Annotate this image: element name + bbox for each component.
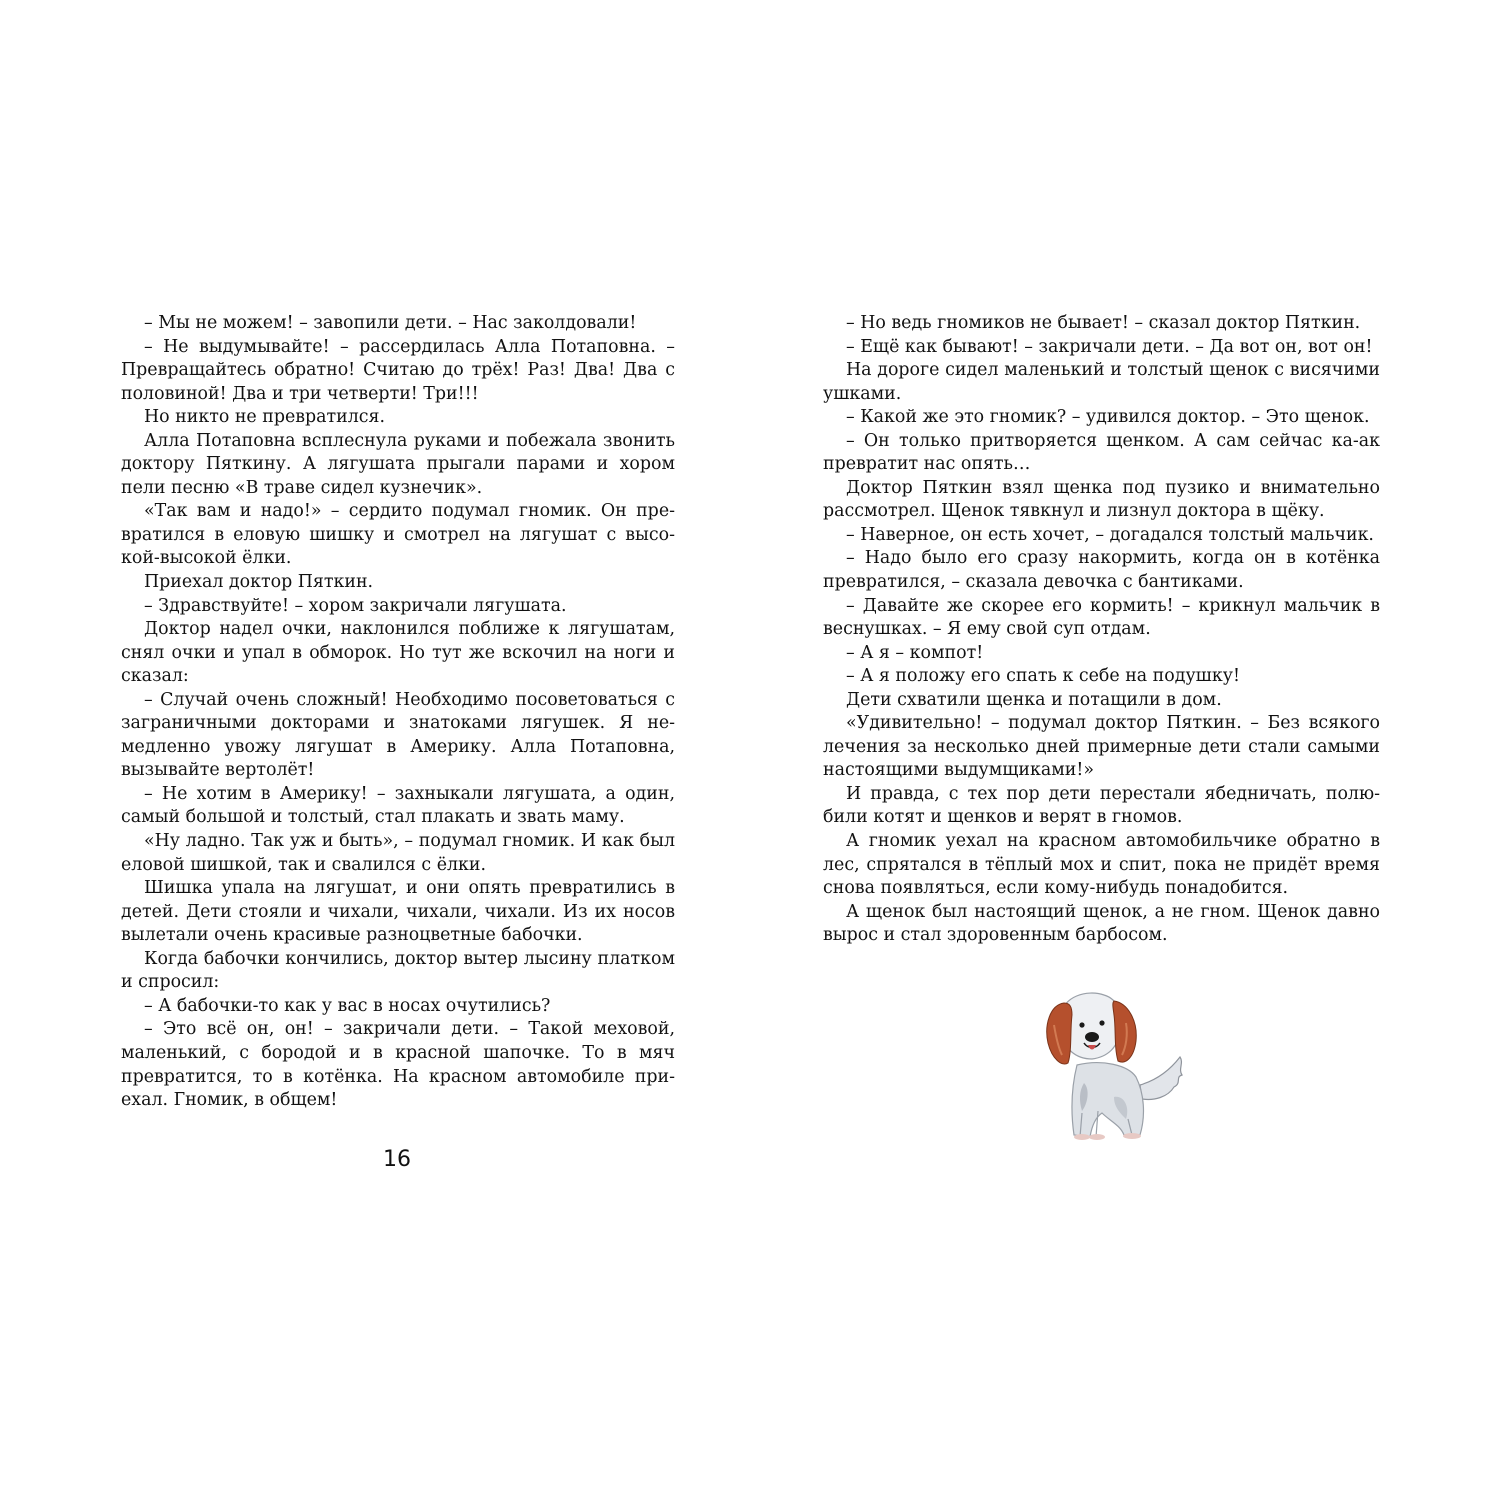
right-text-column [823, 312, 1380, 948]
paragraph: «Удивительно! – подумал доктор Пяткин. – Без всякого лечения за несколько дней примерные дети стали самыми настоящими выдумщиками!» [823, 713, 1380, 781]
paragraph: – Он только притворяется щенком. А сам сейчас ка-ак превратит нас опять… [823, 430, 1380, 475]
paragraph: «Ну ладно. Так уж и быть», – подумал гномик. И как был еловой шишкой, так и свалился с ёлки. [121, 831, 675, 875]
right-page [750, 0, 1500, 1500]
paragraph: – Мы не можем! – завопили дети. – Нас заколдовали! [144, 313, 637, 333]
paragraph: – Надо было его сразу накормить, когда он в котёнка превратился, – сказала девочка с бантиками. [823, 548, 1380, 593]
paragraph: А гномик уехал на красном автомобильчике обратно в лес, спрятался в тёплый мох и спит, пока не придёт время снова появляться, если кому-нибудь понадобится. [823, 831, 1380, 899]
paragraph: Алла Потаповна всплеснула руками и побежала звонить доктору Пяткину. А лягушата прыгали парами и хором пели песню «В траве сидел кузнечик». [121, 430, 675, 498]
paragraph: – Но ведь гномиков не бывает! – сказал доктор Пяткин. [846, 313, 1361, 333]
puppy-illustration [1032, 985, 1202, 1150]
paragraph: – Наверное, он есть хочет, – догадался толстый мальчик. [846, 524, 1374, 545]
paragraph: – Не выдумывайте! – рассердилась Алла Потаповна. – Превращайтесь обратно! Считаю до трёх! Раз! Два! Два с половиной! Два и три четверти! Три!!! [121, 336, 675, 404]
paragraph: – А бабочки-то как у вас в носах очутились? [144, 995, 551, 1016]
paragraph: «Так вам и надо!» – сердито подумал гномик. Он превратился в еловую шишку и смотрел на лягушат с высокой-высокой ёлки. [121, 501, 675, 569]
paragraph: – Это всё он, он! – закричали дети. – Такой меховой, маленький, с бородой и в красной шапочке. То в мяч превратится, то в котёнка. На красном автомобиле приехал. Гномик, в общем! [121, 1019, 675, 1111]
paragraph: Дети схватили щенка и потащили в дом. [846, 689, 1222, 710]
left-text-column [121, 312, 675, 1113]
paragraph: Когда бабочки кончились, доктор вытер лысину платком и спросил: [121, 948, 675, 993]
paragraph: – Давайте же скорее его кормить! – крикнул мальчик в веснушках. – Я ему свой суп отдам. [823, 595, 1380, 640]
paragraph: Но никто не превратился. [144, 407, 386, 428]
paragraph: Доктор надел очки, наклонился поближе к лягушатам, снял очки и упал в обморок. Но тут же вскочил на ноги и сказал: [121, 619, 675, 687]
paragraph: И правда, с тех пор дети перестали ябедничать, полюбили котят и щенков и верят в гномов. [823, 783, 1380, 828]
paragraph: – Не хотим в Америку! – захныкали лягушата, а один, самый большой и толстый, стал плакать и звать маму. [121, 783, 675, 828]
paragraph: – А я – компот! [846, 642, 984, 663]
paragraph: А щенок был настоящий щенок, а не гном. Щенок давно вырос и стал здоровенным барбосом. [823, 901, 1380, 946]
paragraph: – Ещё как бывают! – закричали дети. – Да вот он, вот он! [846, 336, 1373, 357]
paragraph: Приехал доктор Пяткин. [144, 572, 374, 593]
paragraph: – А я положу его спать к себе на подушку! [846, 666, 1240, 687]
paragraph: Шишка упала на лягушат, и они опять превратились в детей. Дети стояли и чихали, чихали, чихали. Из их носов вылетали очень красивые разноцветные бабочки. [121, 878, 675, 946]
paragraph: Доктор Пяткин взял щенка под пузико и внимательно рассмотрел. Щенок тявкнул и лизнул доктора в щёку. [823, 477, 1380, 522]
paragraph: На дороге сидел маленький и толстый щенок с висячими ушками. [823, 360, 1380, 404]
paragraph: – Случай очень сложный! Необходимо посоветоваться с заграничными докторами и знатоками лягушек. Я немедленно увожу лягушат в Америку. Алла Потаповна, вызывайте вертолёт! [121, 689, 675, 781]
paragraph: – Какой же это гномик? – удивился доктор. – Это щенок. [846, 407, 1370, 428]
paragraph: – Здравствуйте! – хором закричали лягушата. [144, 595, 567, 616]
page-number: 16 [383, 1147, 411, 1172]
